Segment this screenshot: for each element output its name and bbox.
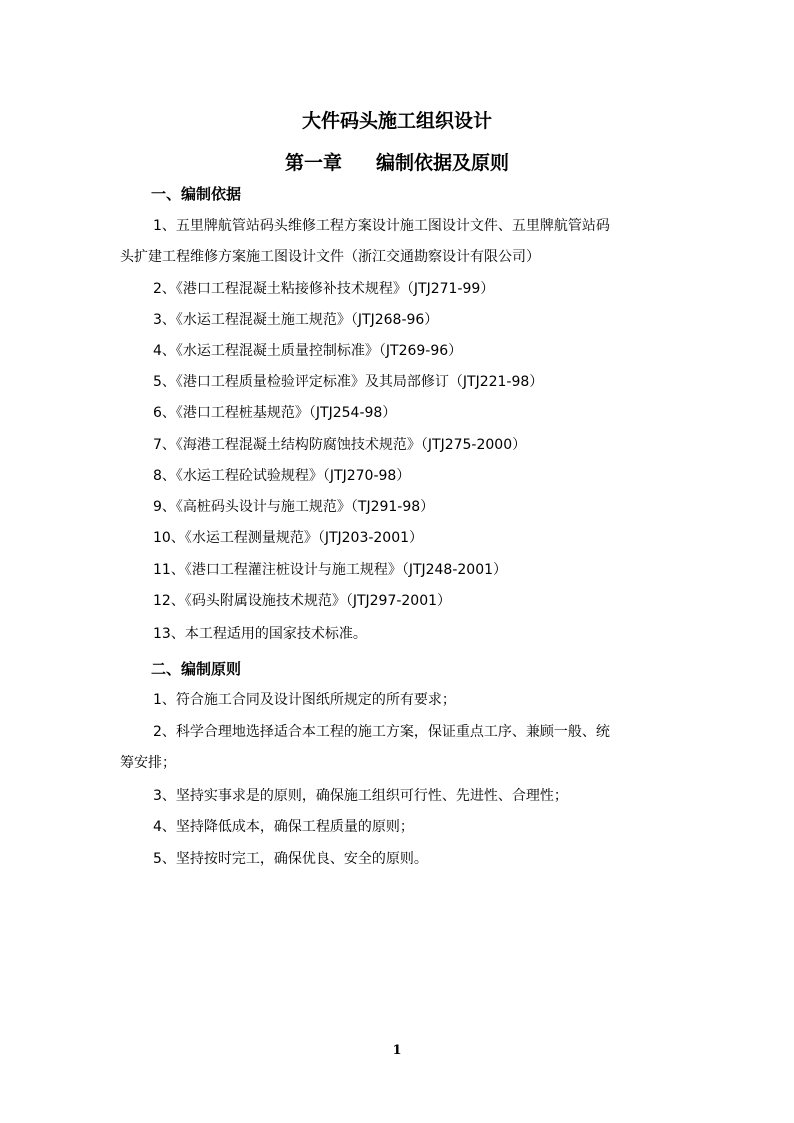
section-heading-principles: 二、编制原则 [151, 660, 242, 678]
principle-item-2-line-2: 筹安排； [120, 755, 176, 771]
basis-item: 10、《水运工程测量规范》（JTJ203-2001） [153, 530, 424, 546]
basis-item: 11、《港口工程灌注桩设计与施工规程》（JTJ248-2001） [153, 562, 508, 578]
basis-item: 13、本工程适用的国家技术标准。 [153, 626, 367, 642]
principle-item-5: 5、坚持按时完工，确保优良、安全的原则。 [153, 851, 428, 867]
basis-item: 6、《港口工程桩基规范》（JTJ254-98） [153, 405, 397, 421]
basis-item-1-line-1: 1、五里牌航管站码头维修工程方案设计施工图设计文件、五里牌航管站码 [153, 218, 610, 234]
basis-item: 7、《海港工程混凝土结构防腐蚀技术规范》（JTJ275-2000） [153, 437, 527, 453]
basis-item: 4、《水运工程混凝土质量控制标准》（JT269-96） [153, 343, 463, 359]
chapter-name: 编制依据及原则 [376, 152, 510, 174]
basis-item: 12、《码头附属设施技术规范》（JTJ297-2001） [153, 593, 452, 609]
document-title: 大件码头施工组织设计 [301, 110, 492, 132]
principle-item-1: 1、符合施工合同及设计图纸所规定的所有要求； [153, 692, 456, 708]
basis-item: 3、《水运工程混凝土施工规范》（JTJ268-96） [153, 312, 439, 328]
section-heading-basis: 一、编制依据 [151, 185, 242, 203]
principle-item-3: 3、坚持实事求是的原则，确保施工组织可行性、先进性、合理性； [153, 788, 568, 804]
basis-item: 2、《港口工程混凝土粘接修补技术规程》（JTJ271-99） [153, 281, 495, 297]
basis-item-1-line-2: 头扩建工程维修方案施工图设计文件（浙江交通勘察设计有限公司） [120, 249, 540, 265]
basis-item: 5、《港口工程质量检验评定标准》及其局部修订（JTJ221-98） [153, 374, 544, 390]
chapter-number: 第一章 [284, 152, 342, 174]
chapter-title [0, 148, 794, 175]
basis-item: 9、《高桩码头设计与施工规范》（TJ291-98） [153, 499, 435, 515]
principle-item-2-line-1: 2、科学合理地选择适合本工程的施工方案，保证重点工序、兼顾一般、统 [153, 724, 610, 740]
page-number: 1 [392, 1043, 402, 1058]
basis-item: 8、《水运工程砼试验规程》（JTJ270-98） [153, 468, 411, 484]
principle-item-4: 4、坚持降低成本，确保工程质量的原则； [153, 819, 414, 835]
